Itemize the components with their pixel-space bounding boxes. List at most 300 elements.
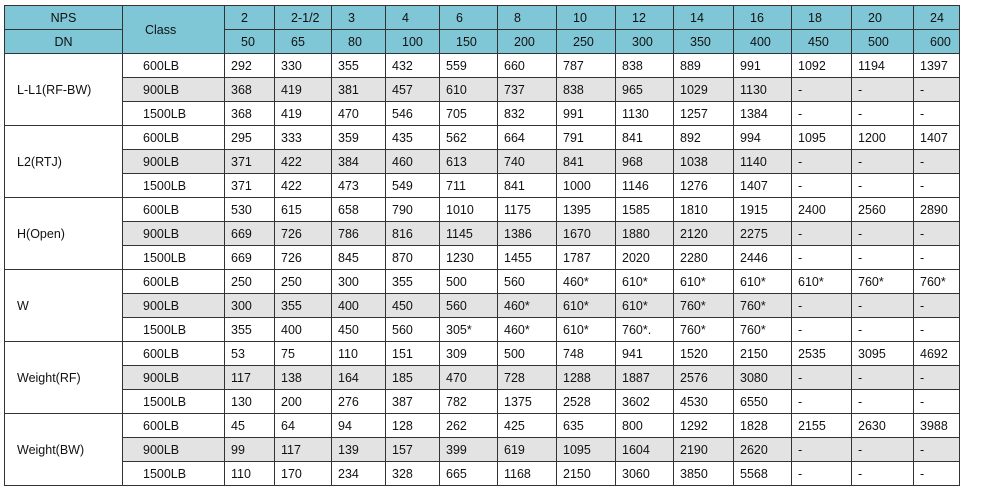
value-cell: 4530 <box>674 390 734 414</box>
value-cell: 53 <box>225 342 275 366</box>
value-cell: 760* <box>674 318 734 342</box>
value-cell: 1455 <box>498 246 557 270</box>
nps-header-cell: 10 <box>557 6 616 30</box>
class-cell: 600LB <box>123 54 225 78</box>
value-cell: 1915 <box>734 198 792 222</box>
value-cell: 1200 <box>852 126 914 150</box>
class-cell: 900LB <box>123 366 225 390</box>
value-cell: - <box>792 150 852 174</box>
value-cell: 1375 <box>498 390 557 414</box>
value-cell: 610* <box>674 270 734 294</box>
value-cell: 941 <box>616 342 674 366</box>
value-cell: 665 <box>440 462 498 486</box>
row-group-label: L2(RTJ) <box>5 126 123 198</box>
value-cell: - <box>852 150 914 174</box>
value-cell: 782 <box>440 390 498 414</box>
value-cell: 1168 <box>498 462 557 486</box>
dn-header-cell: 500 <box>852 30 914 54</box>
table-body <box>5 6 960 486</box>
value-cell: 200 <box>275 390 332 414</box>
value-cell: 355 <box>332 54 386 78</box>
value-cell: 470 <box>332 102 386 126</box>
dn-header-cell: 350 <box>674 30 734 54</box>
value-cell: 422 <box>275 174 332 198</box>
value-cell: 669 <box>225 222 275 246</box>
class-cell: 600LB <box>123 342 225 366</box>
value-cell: - <box>914 438 960 462</box>
table-row <box>5 342 960 366</box>
value-cell: 841 <box>616 126 674 150</box>
dimensions-table <box>4 5 960 486</box>
value-cell: 965 <box>616 78 674 102</box>
value-cell: 1029 <box>674 78 734 102</box>
value-cell: 1604 <box>616 438 674 462</box>
value-cell: 841 <box>557 150 616 174</box>
value-cell: 748 <box>557 342 616 366</box>
value-cell: 460* <box>498 294 557 318</box>
value-cell: 2150 <box>734 342 792 366</box>
value-cell: - <box>792 246 852 270</box>
nps-header-cell: 4 <box>386 6 440 30</box>
value-cell: 760* <box>734 318 792 342</box>
value-cell: - <box>914 102 960 126</box>
value-cell: 711 <box>440 174 498 198</box>
value-cell: 419 <box>275 102 332 126</box>
value-cell: 2890 <box>914 198 960 222</box>
table-row <box>5 198 960 222</box>
value-cell: - <box>792 294 852 318</box>
value-cell: 658 <box>332 198 386 222</box>
value-cell: 1095 <box>557 438 616 462</box>
value-cell: 2446 <box>734 246 792 270</box>
dn-header-cell: 100 <box>386 30 440 54</box>
value-cell: 151 <box>386 342 440 366</box>
value-cell: 262 <box>440 414 498 438</box>
value-cell: 432 <box>386 54 440 78</box>
class-cell: 900LB <box>123 294 225 318</box>
value-cell: 2630 <box>852 414 914 438</box>
value-cell: 845 <box>332 246 386 270</box>
dn-header-cell: 400 <box>734 30 792 54</box>
table-row <box>5 294 960 318</box>
value-cell: 1140 <box>734 150 792 174</box>
value-cell: 300 <box>332 270 386 294</box>
row-group-label: Weight(RF) <box>5 342 123 414</box>
value-cell: 530 <box>225 198 275 222</box>
value-cell: 1828 <box>734 414 792 438</box>
value-cell: 110 <box>332 342 386 366</box>
value-cell: 2560 <box>852 198 914 222</box>
value-cell: 3060 <box>616 462 674 486</box>
value-cell: - <box>914 222 960 246</box>
table-row <box>5 54 960 78</box>
table-row <box>5 438 960 462</box>
table-row <box>5 78 960 102</box>
value-cell: 610* <box>616 294 674 318</box>
value-cell: - <box>852 390 914 414</box>
class-cell: 1500LB <box>123 318 225 342</box>
value-cell: - <box>914 78 960 102</box>
value-cell: 786 <box>332 222 386 246</box>
value-cell: 94 <box>332 414 386 438</box>
value-cell: 994 <box>734 126 792 150</box>
value-cell: 355 <box>386 270 440 294</box>
value-cell: 368 <box>225 102 275 126</box>
value-cell: - <box>852 174 914 198</box>
value-cell: 2275 <box>734 222 792 246</box>
table-row <box>5 102 960 126</box>
table-row <box>5 366 960 390</box>
value-cell: 1000 <box>557 174 616 198</box>
value-cell: 64 <box>275 414 332 438</box>
dn-header-cell: 80 <box>332 30 386 54</box>
value-cell: 110 <box>225 462 275 486</box>
value-cell: 610* <box>557 294 616 318</box>
value-cell: 3988 <box>914 414 960 438</box>
value-cell: 450 <box>386 294 440 318</box>
value-cell: 234 <box>332 462 386 486</box>
value-cell: - <box>792 222 852 246</box>
value-cell: 2400 <box>792 198 852 222</box>
dn-header-cell: 65 <box>275 30 332 54</box>
value-cell: 1292 <box>674 414 734 438</box>
value-cell: 1787 <box>557 246 616 270</box>
class-cell: 900LB <box>123 150 225 174</box>
nps-header-cell: 3 <box>332 6 386 30</box>
dn-label: DN <box>5 30 123 54</box>
value-cell: 664 <box>498 126 557 150</box>
dn-header-cell: 250 <box>557 30 616 54</box>
value-cell: 371 <box>225 150 275 174</box>
value-cell: 387 <box>386 390 440 414</box>
class-cell: 600LB <box>123 414 225 438</box>
value-cell: - <box>852 438 914 462</box>
table-row <box>5 414 960 438</box>
value-cell: 400 <box>332 294 386 318</box>
value-cell: - <box>852 78 914 102</box>
value-cell: 1887 <box>616 366 674 390</box>
value-cell: - <box>852 102 914 126</box>
class-cell: 1500LB <box>123 462 225 486</box>
header-row-nps <box>5 6 960 30</box>
class-cell: 900LB <box>123 438 225 462</box>
value-cell: 791 <box>557 126 616 150</box>
nps-header-cell: 2-1/2 <box>275 6 332 30</box>
value-cell: 838 <box>557 78 616 102</box>
row-group-label: W <box>5 270 123 342</box>
value-cell: - <box>852 318 914 342</box>
class-cell: 900LB <box>123 78 225 102</box>
value-cell: 726 <box>275 246 332 270</box>
value-cell: 1384 <box>734 102 792 126</box>
value-cell: 2620 <box>734 438 792 462</box>
value-cell: 276 <box>332 390 386 414</box>
value-cell: 400 <box>275 318 332 342</box>
value-cell: 549 <box>386 174 440 198</box>
value-cell: 1520 <box>674 342 734 366</box>
value-cell: 3095 <box>852 342 914 366</box>
value-cell: 610* <box>616 270 674 294</box>
value-cell: 562 <box>440 126 498 150</box>
value-cell: 760* <box>674 294 734 318</box>
value-cell: 3850 <box>674 462 734 486</box>
value-cell: 371 <box>225 174 275 198</box>
value-cell: 309 <box>440 342 498 366</box>
nps-header-cell: 6 <box>440 6 498 30</box>
value-cell: 560 <box>498 270 557 294</box>
value-cell: - <box>914 366 960 390</box>
value-cell: - <box>792 318 852 342</box>
value-cell: 790 <box>386 198 440 222</box>
nps-header-cell: 18 <box>792 6 852 30</box>
value-cell: 760* <box>734 294 792 318</box>
value-cell: 546 <box>386 102 440 126</box>
value-cell: 740 <box>498 150 557 174</box>
value-cell: 305* <box>440 318 498 342</box>
table-row <box>5 462 960 486</box>
value-cell: 460 <box>386 150 440 174</box>
value-cell: 800 <box>616 414 674 438</box>
value-cell: 3602 <box>616 390 674 414</box>
value-cell: 991 <box>557 102 616 126</box>
value-cell: 328 <box>386 462 440 486</box>
value-cell: 560 <box>440 294 498 318</box>
value-cell: - <box>792 174 852 198</box>
value-cell: - <box>914 294 960 318</box>
value-cell: - <box>792 102 852 126</box>
value-cell: 1585 <box>616 198 674 222</box>
value-cell: 559 <box>440 54 498 78</box>
value-cell: 99 <box>225 438 275 462</box>
dn-header-cell: 150 <box>440 30 498 54</box>
value-cell: 816 <box>386 222 440 246</box>
value-cell: 45 <box>225 414 275 438</box>
value-cell: 1175 <box>498 198 557 222</box>
dn-header-cell: 600 <box>914 30 960 54</box>
value-cell: 2280 <box>674 246 734 270</box>
value-cell: 457 <box>386 78 440 102</box>
value-cell: 610* <box>792 270 852 294</box>
value-cell: 460* <box>557 270 616 294</box>
value-cell: 355 <box>225 318 275 342</box>
value-cell: 1146 <box>616 174 674 198</box>
class-cell: 600LB <box>123 126 225 150</box>
value-cell: 1038 <box>674 150 734 174</box>
value-cell: 130 <box>225 390 275 414</box>
value-cell: 615 <box>275 198 332 222</box>
value-cell: - <box>914 246 960 270</box>
nps-header-cell: 8 <box>498 6 557 30</box>
value-cell: 419 <box>275 78 332 102</box>
nps-header-cell: 12 <box>616 6 674 30</box>
value-cell: 1397 <box>914 54 960 78</box>
value-cell: 117 <box>275 438 332 462</box>
value-cell: - <box>792 462 852 486</box>
value-cell: 1407 <box>734 174 792 198</box>
value-cell: 292 <box>225 54 275 78</box>
value-cell: 399 <box>440 438 498 462</box>
value-cell: 470 <box>440 366 498 390</box>
value-cell: - <box>792 390 852 414</box>
value-cell: 368 <box>225 78 275 102</box>
value-cell: 500 <box>440 270 498 294</box>
value-cell: 460* <box>498 318 557 342</box>
value-cell: 889 <box>674 54 734 78</box>
nps-header-cell: 14 <box>674 6 734 30</box>
value-cell: - <box>852 246 914 270</box>
dn-header-cell: 450 <box>792 30 852 54</box>
value-cell: 1257 <box>674 102 734 126</box>
value-cell: 760* <box>914 270 960 294</box>
value-cell: 968 <box>616 150 674 174</box>
value-cell: 2155 <box>792 414 852 438</box>
value-cell: 157 <box>386 438 440 462</box>
value-cell: 560 <box>386 318 440 342</box>
value-cell: 870 <box>386 246 440 270</box>
dn-header-cell: 50 <box>225 30 275 54</box>
nps-label: NPS <box>5 6 123 30</box>
value-cell: 500 <box>498 342 557 366</box>
value-cell: - <box>852 366 914 390</box>
value-cell: 1276 <box>674 174 734 198</box>
table-row <box>5 270 960 294</box>
value-cell: 139 <box>332 438 386 462</box>
value-cell: 1010 <box>440 198 498 222</box>
value-cell: 705 <box>440 102 498 126</box>
value-cell: 1810 <box>674 198 734 222</box>
value-cell: 185 <box>386 366 440 390</box>
value-cell: 610* <box>734 270 792 294</box>
value-cell: 635 <box>557 414 616 438</box>
row-group-label: Weight(BW) <box>5 414 123 486</box>
class-cell: 600LB <box>123 270 225 294</box>
value-cell: 1407 <box>914 126 960 150</box>
value-cell: 425 <box>498 414 557 438</box>
value-cell: 250 <box>225 270 275 294</box>
value-cell: 422 <box>275 150 332 174</box>
value-cell: 838 <box>616 54 674 78</box>
value-cell: 1670 <box>557 222 616 246</box>
table-row <box>5 222 960 246</box>
value-cell: - <box>852 294 914 318</box>
value-cell: - <box>852 462 914 486</box>
value-cell: - <box>914 390 960 414</box>
value-cell: 726 <box>275 222 332 246</box>
value-cell: 1130 <box>616 102 674 126</box>
value-cell: - <box>792 366 852 390</box>
value-cell: 450 <box>332 318 386 342</box>
value-cell: - <box>792 78 852 102</box>
value-cell: 75 <box>275 342 332 366</box>
value-cell: 892 <box>674 126 734 150</box>
value-cell: 1130 <box>734 78 792 102</box>
value-cell: 473 <box>332 174 386 198</box>
table-row <box>5 150 960 174</box>
nps-header-cell: 20 <box>852 6 914 30</box>
value-cell: 991 <box>734 54 792 78</box>
table-row <box>5 126 960 150</box>
value-cell: 2190 <box>674 438 734 462</box>
value-cell: 170 <box>275 462 332 486</box>
value-cell: 4692 <box>914 342 960 366</box>
value-cell: 669 <box>225 246 275 270</box>
value-cell: 3080 <box>734 366 792 390</box>
value-cell: 2528 <box>557 390 616 414</box>
value-cell: - <box>852 222 914 246</box>
table-row <box>5 174 960 198</box>
nps-header-cell: 2 <box>225 6 275 30</box>
class-header: Class <box>123 6 225 54</box>
value-cell: - <box>914 462 960 486</box>
value-cell: 138 <box>275 366 332 390</box>
value-cell: - <box>914 318 960 342</box>
value-cell: 381 <box>332 78 386 102</box>
value-cell: - <box>792 438 852 462</box>
value-cell: 117 <box>225 366 275 390</box>
value-cell: 6550 <box>734 390 792 414</box>
value-cell: 1395 <box>557 198 616 222</box>
value-cell: 841 <box>498 174 557 198</box>
value-cell: 610* <box>557 318 616 342</box>
value-cell: 355 <box>275 294 332 318</box>
value-cell: 330 <box>275 54 332 78</box>
value-cell: 760*. <box>616 318 674 342</box>
value-cell: 1145 <box>440 222 498 246</box>
value-cell: 1194 <box>852 54 914 78</box>
value-cell: 359 <box>332 126 386 150</box>
value-cell: 164 <box>332 366 386 390</box>
nps-header-cell: 16 <box>734 6 792 30</box>
value-cell: 1230 <box>440 246 498 270</box>
value-cell: 760* <box>852 270 914 294</box>
value-cell: 250 <box>275 270 332 294</box>
value-cell: 1386 <box>498 222 557 246</box>
value-cell: 1880 <box>616 222 674 246</box>
value-cell: 2150 <box>557 462 616 486</box>
dn-header-cell: 300 <box>616 30 674 54</box>
row-group-label: L-L1(RF-BW) <box>5 54 123 126</box>
table-row <box>5 246 960 270</box>
value-cell: 619 <box>498 438 557 462</box>
value-cell: 2120 <box>674 222 734 246</box>
value-cell: 613 <box>440 150 498 174</box>
value-cell: 1288 <box>557 366 616 390</box>
table-row <box>5 318 960 342</box>
dn-header-cell: 200 <box>498 30 557 54</box>
class-cell: 1500LB <box>123 174 225 198</box>
value-cell: 5568 <box>734 462 792 486</box>
value-cell: 610 <box>440 78 498 102</box>
class-cell: 900LB <box>123 222 225 246</box>
class-cell: 1500LB <box>123 246 225 270</box>
class-cell: 600LB <box>123 198 225 222</box>
value-cell: 295 <box>225 126 275 150</box>
value-cell: 728 <box>498 366 557 390</box>
value-cell: 333 <box>275 126 332 150</box>
value-cell: 2020 <box>616 246 674 270</box>
value-cell: 2535 <box>792 342 852 366</box>
value-cell: 128 <box>386 414 440 438</box>
value-cell: 787 <box>557 54 616 78</box>
value-cell: - <box>914 174 960 198</box>
value-cell: 660 <box>498 54 557 78</box>
table-row <box>5 390 960 414</box>
value-cell: 435 <box>386 126 440 150</box>
value-cell: 1095 <box>792 126 852 150</box>
nps-header-cell: 24 <box>914 6 960 30</box>
value-cell: 737 <box>498 78 557 102</box>
value-cell: 300 <box>225 294 275 318</box>
